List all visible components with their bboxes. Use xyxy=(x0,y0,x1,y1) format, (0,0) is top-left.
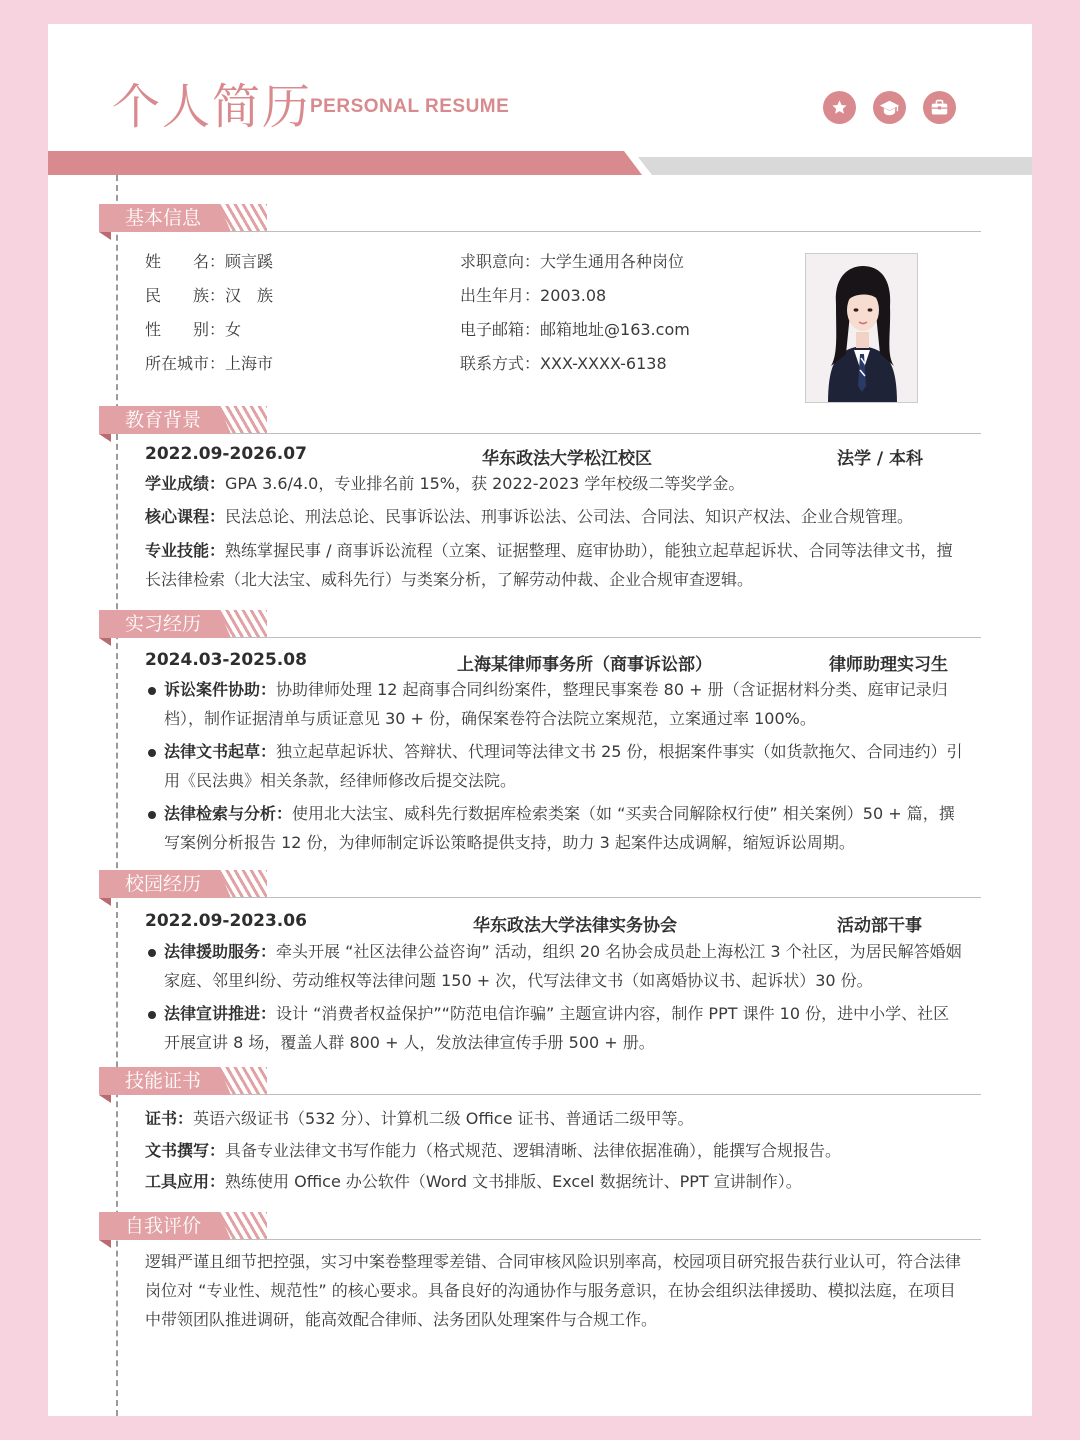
internship-org: 上海某律师事务所（商事诉讼部） xyxy=(457,655,712,675)
section-header-skills xyxy=(99,1067,981,1103)
resume-page xyxy=(48,24,1032,1416)
skills-item: 工具应用：熟练使用 Office 办公软件（Word 文书排版、Excel 数据统计、PPT 宣讲制作）。 xyxy=(145,1172,802,1191)
education-major: 法学 / 本科 xyxy=(837,449,924,469)
section-header-education xyxy=(99,406,981,442)
info-phone: 联系方式：XXX-XXXX-6138 xyxy=(460,354,667,373)
section-title: 技能证书 xyxy=(125,1070,202,1092)
campus-period: 2022.09-2023.06 xyxy=(145,911,307,931)
bullet-icon xyxy=(148,811,156,819)
education-item: 学业成绩：GPA 3.6/4.0，专业排名前 15%，获 2022-2023 学年校级二等奖学金。 xyxy=(145,474,745,493)
education-school: 华东政法大学松江校区 xyxy=(482,449,652,469)
section-title: 校园经历 xyxy=(125,873,202,895)
info-ethnicity: 民 族：汉 族 xyxy=(145,286,274,305)
section-header-internship xyxy=(99,610,981,646)
list-item: 法律宣讲推进：设计 “消费者权益保护”“防范电信诈骗” 主题宣讲内容，制作 PPT 课件 10 份，进中小学、社区开展宣讲 8 场，覆盖人群 800 + 人，发放法律宣传手册 500 + 册。 xyxy=(48,999,1032,1059)
header-icons xyxy=(823,91,956,124)
section-title: 自我评价 xyxy=(125,1215,202,1237)
briefcase-icon xyxy=(923,91,956,124)
section-header-self xyxy=(99,1212,981,1248)
self-evaluation: 逻辑严谨且细节把控强，实习中案卷整理零差错、合同审核风险识别率高，校园项目研究报告获行业认可，符合法律岗位对 “专业性、规范性” 的核心要求。具备良好的沟通协作与服务意识，在协会组织法律援助、模拟法庭，在项目中带领团队推进调研，能高效配合律师、法务团队处理案件与合规工作。 xyxy=(145,1252,962,1329)
skills-item: 文书撰写：具备专业法律文书写作能力（格式规范、逻辑清晰、法律依据准确），能撰写合规报告。 xyxy=(145,1141,842,1160)
internship-period: 2024.03-2025.08 xyxy=(145,650,307,670)
list-item: 法律检索与分析：使用北大法宝、威科先行数据库检索类案（如 “买卖合同解除权行使” 相关案例）50 + 篇，撰写案例分析报告 12 份，为律师制定诉讼策略提供支持，助力 3 起案件达成调解，缩短诉讼周期。 xyxy=(48,799,1032,859)
education-item: 专业技能：熟练掌握民事 / 商事诉讼流程（立案、证据整理、庭审协助），能独立起草起诉状、合同等法律文书，擅长法律检索（北大法宝、威科先行）与类案分析，了解劳动仲裁、企业合规审查逻辑。 xyxy=(145,541,953,589)
info-city: 所在城市：上海市 xyxy=(145,354,274,373)
education-item: 核心课程：民法总论、刑法总论、民事诉讼法、刑事诉讼法、公司法、合同法、知识产权法、企业合规管理。 xyxy=(145,507,914,526)
star-icon xyxy=(823,91,856,124)
campus-role: 活动部干事 xyxy=(837,916,922,936)
section-title: 教育背景 xyxy=(125,409,202,431)
header-band-gray xyxy=(638,157,1032,175)
list-item: 法律援助服务：牵头开展 “社区法律公益咨询” 活动，组织 20 名协会成员赴上海松江 3 个社区，为居民解答婚姻家庭、邻里纠纷、劳动维权等法律问题 150 + 次，代写法律文书（如离婚协议书、起诉状）30 份。 xyxy=(48,937,1032,997)
header-band-accent xyxy=(48,151,642,175)
profile-photo xyxy=(805,253,918,403)
section-header-basic xyxy=(99,204,981,240)
section-title: 实习经历 xyxy=(125,613,202,635)
page-subtitle: PERSONAL RESUME xyxy=(310,96,510,117)
bullet-icon xyxy=(148,1011,156,1019)
bullet-icon xyxy=(148,687,156,695)
section-header-campus xyxy=(99,870,981,906)
info-birth: 出生年月：2003.08 xyxy=(460,286,607,305)
education-period: 2022.09-2026.07 xyxy=(145,444,307,464)
info-email: 电子邮箱：邮箱地址@163.com xyxy=(460,320,690,339)
bullet-icon xyxy=(148,749,156,757)
bullet-icon xyxy=(148,949,156,957)
list-item: 法律文书起草：独立起草起诉状、答辩状、代理词等法律文书 25 份，根据案件事实（如货款拖欠、合同违约）引用《民法典》相关条款，经律师修改后提交法院。 xyxy=(48,737,1032,797)
info-name: 姓 名：顾言蹊 xyxy=(145,252,274,271)
internship-role: 律师助理实习生 xyxy=(829,655,948,675)
campus-org: 华东政法大学法律实务协会 xyxy=(473,916,677,936)
info-intention: 求职意向：大学生通用各种岗位 xyxy=(460,252,685,271)
info-gender: 性 别：女 xyxy=(145,320,242,339)
list-item: 诉讼案件协助：协助律师处理 12 起商事合同纠纷案件，整理民事案卷 80 + 册（含证据材料分类、庭审记录归档），制作证据清单与质证意见 30 + 份，确保案卷符合法院立案规范，立案通过率 100%。 xyxy=(48,675,1032,735)
page-title: 个人简历 xyxy=(112,79,313,135)
graduation-cap-icon xyxy=(873,91,906,124)
skills-item: 证书：英语六级证书（532 分）、计算机二级 Office 证书、普通话二级甲等。 xyxy=(145,1109,694,1128)
section-title: 基本信息 xyxy=(125,207,202,229)
